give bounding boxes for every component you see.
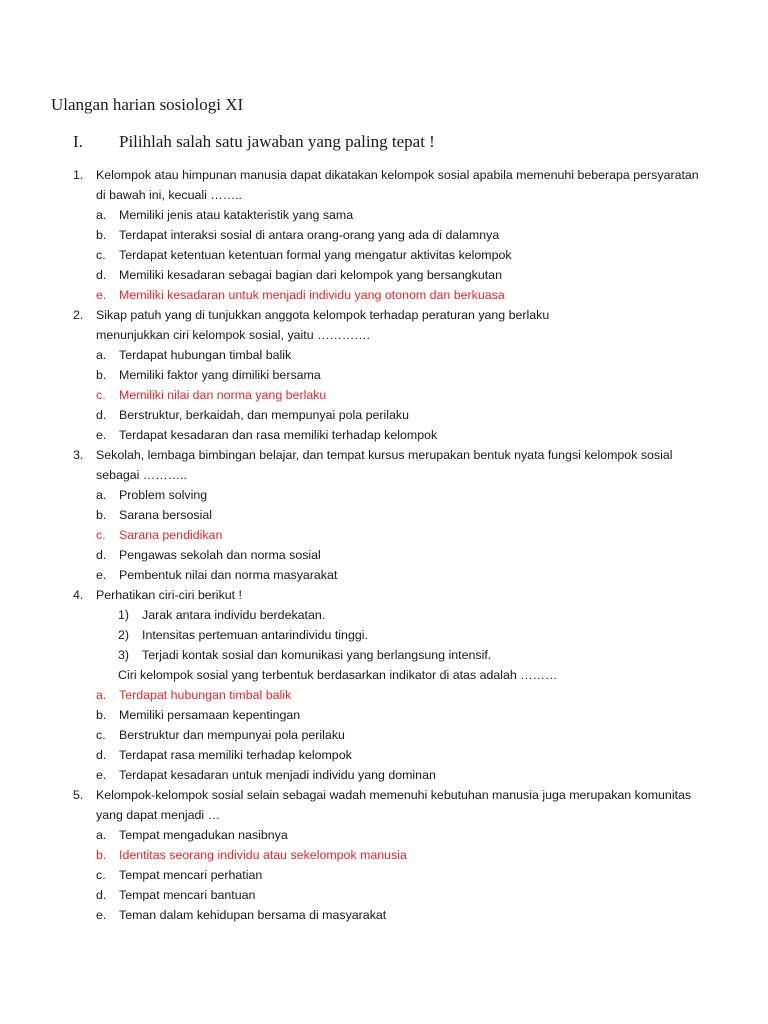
question-number: 5. bbox=[73, 788, 84, 802]
answer-option bbox=[0, 245, 768, 265]
question-line: di bawah ini, kecuali …….. bbox=[96, 188, 243, 202]
option-text: Terdapat ketentuan ketentuan formal yang mengatur aktivitas kelompok bbox=[119, 248, 512, 262]
question-item bbox=[0, 785, 768, 925]
section-number: I. bbox=[73, 132, 83, 151]
question-text bbox=[0, 805, 768, 825]
answer-option bbox=[0, 725, 768, 745]
option-text: Berstruktur, berkaidah, dan mempunyai pola perilaku bbox=[119, 408, 409, 422]
option-text: Sarana bersosial bbox=[119, 508, 212, 522]
answer-option-correct bbox=[0, 525, 768, 545]
option-letter: e. bbox=[96, 908, 107, 922]
option-text: Terdapat hubungan timbal balik bbox=[119, 688, 292, 702]
answer-option-correct bbox=[0, 845, 768, 865]
option-letter: d. bbox=[96, 888, 107, 902]
option-letter: e. bbox=[96, 288, 107, 302]
question-line: Sekolah, lembaga bimbingan belajar, dan tempat kursus merupakan bentuk nyata fungsi kelompok sosial bbox=[96, 448, 673, 462]
answer-option bbox=[0, 405, 768, 425]
question-item bbox=[0, 585, 768, 785]
option-letter: d. bbox=[96, 548, 107, 562]
option-text: Memiliki kesadaran untuk menjadi individu yang otonom dan berkuasa bbox=[119, 288, 505, 302]
sub-item-text: Jarak antara individu berdekatan. bbox=[142, 608, 326, 622]
option-text: Tempat mencari bantuan bbox=[119, 888, 256, 902]
option-letter: b. bbox=[96, 368, 107, 382]
answer-option bbox=[0, 365, 768, 385]
question-number: 1. bbox=[73, 168, 84, 182]
sub-item bbox=[0, 605, 768, 625]
answer-option bbox=[0, 825, 768, 845]
option-letter: c. bbox=[96, 528, 106, 542]
answer-option bbox=[0, 905, 768, 925]
option-letter: a. bbox=[96, 348, 107, 362]
option-text: Tempat mencari perhatian bbox=[119, 868, 263, 882]
section-heading bbox=[73, 132, 435, 152]
question-text bbox=[0, 325, 768, 345]
sub-item-number: 2) bbox=[118, 628, 130, 642]
option-letter: a. bbox=[96, 488, 107, 502]
answer-option bbox=[0, 565, 768, 585]
option-letter: c. bbox=[96, 388, 106, 402]
option-letter: b. bbox=[96, 708, 107, 722]
answer-option-correct bbox=[0, 285, 768, 305]
option-letter: c. bbox=[96, 728, 106, 742]
sub-item bbox=[0, 625, 768, 645]
question-line: yang dapat menjadi … bbox=[96, 808, 220, 822]
answer-option bbox=[0, 425, 768, 445]
sub-item-text: Terjadi kontak sosial dan komunikasi yang berlangsung intensif. bbox=[142, 648, 492, 662]
question-text bbox=[0, 785, 768, 805]
sub-item-number: 3) bbox=[118, 648, 130, 662]
sub-item bbox=[0, 645, 768, 665]
option-letter: c. bbox=[96, 868, 106, 882]
option-text: Terdapat hubungan timbal balik bbox=[119, 348, 292, 362]
question-line: sebagai ……….. bbox=[96, 468, 187, 482]
question-text bbox=[0, 445, 768, 465]
option-text: Terdapat rasa memiliki terhadap kelompok bbox=[119, 748, 352, 762]
question-line: Kelompok atau himpunan manusia dapat dikatakan kelompok sosial apabila memenuhi beberapa persyaratan bbox=[96, 168, 699, 182]
question-text bbox=[0, 165, 768, 185]
option-text: Tempat mengadukan nasibnya bbox=[119, 828, 288, 842]
option-text: Memiliki kesadaran sebagai bagian dari kelompok yang bersangkutan bbox=[119, 268, 502, 282]
question-follow-up: Ciri kelompok sosial yang terbentuk berdasarkan indikator di atas adalah ……… bbox=[118, 668, 558, 682]
option-letter: c. bbox=[96, 248, 106, 262]
option-text: Memiliki nilai dan norma yang berlaku bbox=[119, 388, 327, 402]
question-text bbox=[0, 585, 768, 605]
answer-option bbox=[0, 225, 768, 245]
option-text: Berstruktur dan mempunyai pola perilaku bbox=[119, 728, 345, 742]
answer-option bbox=[0, 345, 768, 365]
answer-option bbox=[0, 765, 768, 785]
question-line: menunjukkan ciri kelompok sosial, yaitu …………. bbox=[96, 328, 371, 342]
question-text bbox=[0, 185, 768, 205]
option-text: Pembentuk nilai dan norma masyarakat bbox=[119, 568, 338, 582]
option-letter: d. bbox=[96, 408, 107, 422]
option-text: Terdapat kesadaran untuk menjadi individu yang dominan bbox=[119, 768, 436, 782]
answer-option bbox=[0, 205, 768, 225]
option-letter: e. bbox=[96, 568, 107, 582]
answer-option bbox=[0, 485, 768, 505]
option-text: Problem solving bbox=[119, 488, 208, 502]
option-text: Sarana pendidikan bbox=[119, 528, 223, 542]
question-number: 2. bbox=[73, 308, 84, 322]
answer-option bbox=[0, 865, 768, 885]
section-instruction: Pilihlah salah satu jawaban yang paling tepat ! bbox=[119, 132, 435, 151]
document-title: Ulangan harian sosiologi XI bbox=[51, 95, 244, 114]
option-text: Terdapat interaksi sosial di antara orang-orang yang ada di dalamnya bbox=[119, 228, 500, 242]
option-text: Terdapat kesadaran dan rasa memiliki terhadap kelompok bbox=[119, 428, 438, 442]
question-list bbox=[0, 165, 768, 925]
option-text: Identitas seorang individu atau sekelompok manusia bbox=[119, 848, 407, 862]
question-text bbox=[0, 305, 768, 325]
option-letter: a. bbox=[96, 688, 107, 702]
question-item bbox=[0, 445, 768, 585]
option-text: Teman dalam kehidupan bersama di masyarakat bbox=[119, 908, 387, 922]
answer-option-correct bbox=[0, 385, 768, 405]
answer-option-correct bbox=[0, 685, 768, 705]
option-letter: e. bbox=[96, 768, 107, 782]
answer-option bbox=[0, 745, 768, 765]
option-text: Memiliki persamaan kepentingan bbox=[119, 708, 301, 722]
option-text: Pengawas sekolah dan norma sosial bbox=[119, 548, 321, 562]
option-letter: a. bbox=[96, 208, 107, 222]
option-letter: b. bbox=[96, 848, 107, 862]
answer-option bbox=[0, 505, 768, 525]
answer-option bbox=[0, 885, 768, 905]
question-item bbox=[0, 305, 768, 445]
answer-option bbox=[0, 705, 768, 725]
option-letter: b. bbox=[96, 508, 107, 522]
option-letter: b. bbox=[96, 228, 107, 242]
answer-option bbox=[0, 545, 768, 565]
question-line: Kelompok-kelompok sosial selain sebagai wadah memenuhi kebutuhan manusia juga merupakan komunitas bbox=[96, 788, 692, 802]
option-letter: d. bbox=[96, 268, 107, 282]
option-letter: a. bbox=[96, 828, 107, 842]
question-number: 4. bbox=[73, 588, 84, 602]
option-text: Memiliki jenis atau katakteristik yang sama bbox=[119, 208, 354, 222]
question-line: Perhatikan ciri-ciri berikut ! bbox=[96, 588, 242, 602]
option-letter: d. bbox=[96, 748, 107, 762]
option-text: Memiliki faktor yang dimiliki bersama bbox=[119, 368, 321, 382]
sub-item-number: 1) bbox=[118, 608, 130, 622]
sub-item-text: Intensitas pertemuan antarindividu tinggi. bbox=[142, 628, 368, 642]
question-number: 3. bbox=[73, 448, 84, 462]
answer-option bbox=[0, 265, 768, 285]
question-line: Sikap patuh yang di tunjukkan anggota kelompok terhadap peraturan yang berlaku bbox=[96, 308, 550, 322]
question-text bbox=[0, 465, 768, 485]
question-item bbox=[0, 165, 768, 305]
option-letter: e. bbox=[96, 428, 107, 442]
